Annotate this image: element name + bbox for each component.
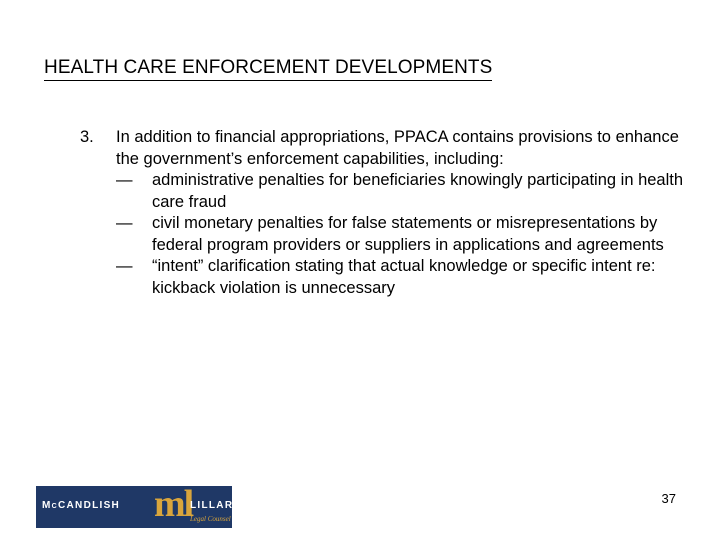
logo-right-text: LILLARD [190,500,242,511]
point-number: 3. [80,128,94,146]
logo-left-c: C [51,503,58,510]
firm-logo [36,483,242,528]
point-text: In addition to financial appropriations, PPACA contains provisions to enhance the government’s enforcement capabilities, including: [116,128,679,168]
logo-left-m: M [42,500,52,511]
point-content [116,127,690,299]
page-number: 37 [661,491,676,506]
dash-bullet: — [116,214,133,232]
logo-left-text [42,500,120,511]
subpoint [116,256,690,299]
subpoint-text: administrative penalties for beneficiaries knowingly participating in health care fraud [152,171,684,211]
slide-title: HEALTH CARE ENFORCEMENT DEVELOPMENTS [44,57,492,81]
subpoint [116,170,690,213]
point-row [80,127,690,299]
subpoint [116,213,690,256]
subpoint-text: civil monetary penalties for false statements or misrepresentations by federal program providers or suppliers in applications and agreements [152,214,664,254]
subpoint-text: “intent” clarification stating that actual knowledge or specific intent re: kickback violation is unnecessary [152,257,656,297]
logo-tagline: Legal Counsel [190,515,231,523]
logo-monogram: ml [154,483,193,525]
logo-left-rest: CANDLISH [58,500,121,511]
dash-bullet: — [116,257,133,275]
dash-bullet: — [116,171,133,189]
numbered-point [80,127,690,299]
subpoint-list [116,170,690,299]
